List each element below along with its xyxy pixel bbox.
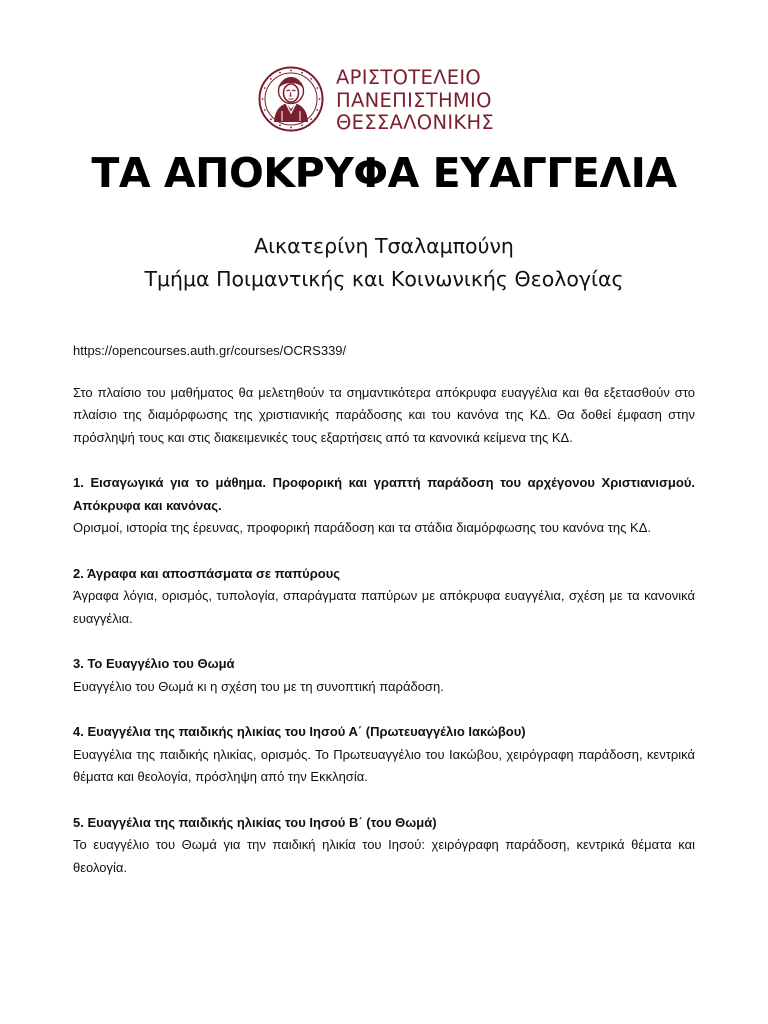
course-url[interactable]: https://opencourses.auth.gr/courses/OCRS339/ bbox=[73, 343, 347, 358]
university-name bbox=[336, 67, 494, 135]
document-title: ΤΑ ΑΠΟΚΡΥΦΑ ΕΥΑΓΓΕΛΙΑ bbox=[91, 149, 677, 197]
section-4 bbox=[73, 721, 695, 789]
university-name-line-1: ΑΡΙΣΤΟΤΕΛΕΙΟ bbox=[336, 66, 482, 89]
section-title: 3. Το Ευαγγέλιο του Θωμά bbox=[73, 656, 235, 671]
author-block bbox=[0, 230, 768, 296]
section-1 bbox=[73, 472, 695, 540]
section-title: 5. Ευαγγέλια της παιδικής ηλικίας του Ιησού Β΄ (του Θωμά) bbox=[73, 814, 437, 830]
document-body bbox=[73, 340, 695, 879]
section-body: Ορισμοί, ιστορία της έρευνας, προφορική παράδοση και τα στάδια διαμόρφωσης του κανόνα της ΚΔ. bbox=[73, 520, 651, 535]
university-name-line-3: ΘΕΣΣΑΛΟΝΙΚΗΣ bbox=[336, 111, 495, 134]
section-body: Το ευαγγέλιο του Θωμά για την παιδική ηλικία του Ιησού: χειρόγραφη παράδοση, κεντρικά θέματα και θεολογία. bbox=[73, 837, 695, 875]
section-body: Ευαγγέλια της παιδικής ηλικίας, ορισμός. Το Πρωτευαγγέλιο του Ιακώβου, χειρόγραφη παράδοση, κεντρικά θέματα και θεολογία, πρόσληψη από την Εκκλησία. bbox=[73, 746, 695, 784]
section-title: 2. Άγραφα και αποσπάσματα σε παπύρους bbox=[73, 565, 341, 581]
section-body: Άγραφα λόγια, ορισμός, τυπολογία, σπαράγματα παπύρων με απόκρυφα ευαγγέλια, σχέση με τα κανονικά ευαγγέλια. bbox=[73, 588, 695, 626]
university-seal-icon bbox=[258, 66, 324, 132]
author-department: Τμήμα Ποιμαντικής και Κοινωνικής Θεολογίας bbox=[144, 267, 624, 291]
section-2 bbox=[73, 563, 695, 631]
author-name: Αικατερίνη Τσαλαμπούνη bbox=[254, 234, 514, 258]
intro-paragraph: Στο πλαίσιο του μαθήματος θα μελετηθούν τα σημαντικότερα απόκρυφα ευαγγέλια και θα εξετασθούν στο πλαίσιο της διαμόρφωσης της χριστιανικής παράδοσης και του κανόνα της ΚΔ. Θα δοθεί έμφαση στην πρόσληψή τους και στις διακειμενικές τους εξαρτήσεις από τα κανονικά κείμενα της ΚΔ. bbox=[73, 384, 695, 445]
section-5 bbox=[73, 812, 695, 880]
university-name-line-2: ΠΑΝΕΠΙΣΤΗΜΙΟ bbox=[336, 88, 492, 112]
section-title: 1. Εισαγωγικά για το μάθημα. Προφορική και γραπτή παράδοση του αρχέγονου Χριστιανισμού. Απόκρυφα και κανόνας. bbox=[73, 475, 695, 513]
section-body: Ευαγγέλιο του Θωμά κι η σχέση του με τη συνοπτική παράδοση. bbox=[73, 678, 444, 694]
section-title: 4. Ευαγγέλια της παιδικής ηλικίας του Ιησού Α΄ (Πρωτευαγγέλιο Ιακώβου) bbox=[73, 724, 526, 739]
university-logo bbox=[258, 66, 494, 135]
section-3 bbox=[73, 653, 695, 698]
